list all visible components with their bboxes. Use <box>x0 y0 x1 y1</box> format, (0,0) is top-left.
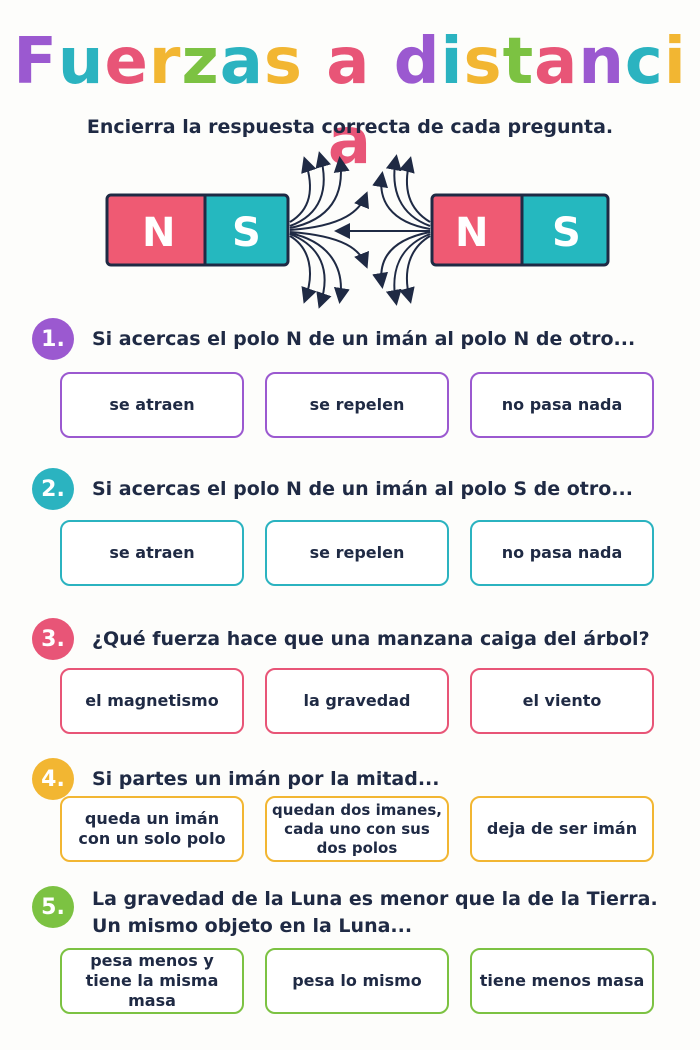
title-letter: z <box>181 25 220 99</box>
answer-option[interactable]: deja de ser imán <box>470 796 654 862</box>
title-letter: i <box>663 25 687 99</box>
title-letter <box>303 22 326 102</box>
title-letter: F <box>13 25 58 99</box>
answer-option[interactable]: el magnetismo <box>60 668 244 734</box>
title-letter: n <box>578 25 625 99</box>
question-text: Si acercas el polo N de un imán al polo N de otro... <box>92 328 636 350</box>
title-letter: a <box>326 25 371 99</box>
magnets-illustration <box>0 150 700 310</box>
question-number-badge: 4. <box>32 758 74 800</box>
title-letter: e <box>104 25 149 99</box>
answer-option[interactable]: quedan dos imanes, cada uno con sus dos polos <box>265 796 449 862</box>
field-lines <box>290 155 430 305</box>
magnets-svg <box>0 150 700 310</box>
question-text: Si acercas el polo N de un imán al polo S de otro... <box>92 478 633 500</box>
question-number-badge: 2. <box>32 468 74 510</box>
right-magnet-s-label: S <box>552 210 581 256</box>
title-letter: r <box>148 25 182 99</box>
left-magnet <box>107 195 288 265</box>
answer-option[interactable]: se atraen <box>60 520 244 586</box>
question-text: La gravedad de la Luna es menor que la de la Tierra. Un mismo objeto en la Luna... <box>92 888 658 937</box>
answer-option[interactable]: la gravedad <box>265 668 449 734</box>
right-magnet <box>432 195 608 265</box>
answer-option[interactable]: pesa lo mismo <box>265 948 449 1014</box>
title-letter: s <box>263 25 303 99</box>
question-text: Si partes un imán por la mitad... <box>92 768 440 790</box>
title-letter: t <box>502 25 535 99</box>
title-letter: c <box>624 25 664 99</box>
answer-option[interactable]: se repelen <box>265 520 449 586</box>
question-number-badge: 3. <box>32 618 74 660</box>
answer-option[interactable]: queda un imán con un solo polo <box>60 796 244 862</box>
title-letter: a <box>327 105 373 179</box>
answer-option[interactable]: no pasa nada <box>470 520 654 586</box>
title-letter <box>370 22 393 102</box>
answer-option[interactable]: se repelen <box>265 372 449 438</box>
answer-option[interactable]: no pasa nada <box>470 372 654 438</box>
title-letter: u <box>57 25 105 99</box>
right-magnet-n-label: N <box>455 210 489 256</box>
title-letter: i <box>440 25 464 99</box>
answer-option[interactable]: tiene menos masa <box>470 948 654 1014</box>
title-letter: a <box>219 25 264 99</box>
answer-option[interactable]: se atraen <box>60 372 244 438</box>
title-letter: d <box>393 25 441 99</box>
title-letter: s <box>463 25 503 99</box>
answer-option[interactable]: pesa menos y tiene la misma masa <box>60 948 244 1014</box>
left-magnet-n-label: N <box>142 210 176 256</box>
left-magnet-s-label: S <box>232 210 261 256</box>
title-letter: a <box>534 25 579 99</box>
question-number-badge: 1. <box>32 318 74 360</box>
instructions-text: Encierra la respuesta correcta de cada pregunta. <box>86 116 614 138</box>
question-number-badge: 5. <box>32 886 74 928</box>
question-text: ¿Qué fuerza hace que una manzana caiga del árbol? <box>92 628 650 650</box>
answer-option[interactable]: el viento <box>470 668 654 734</box>
